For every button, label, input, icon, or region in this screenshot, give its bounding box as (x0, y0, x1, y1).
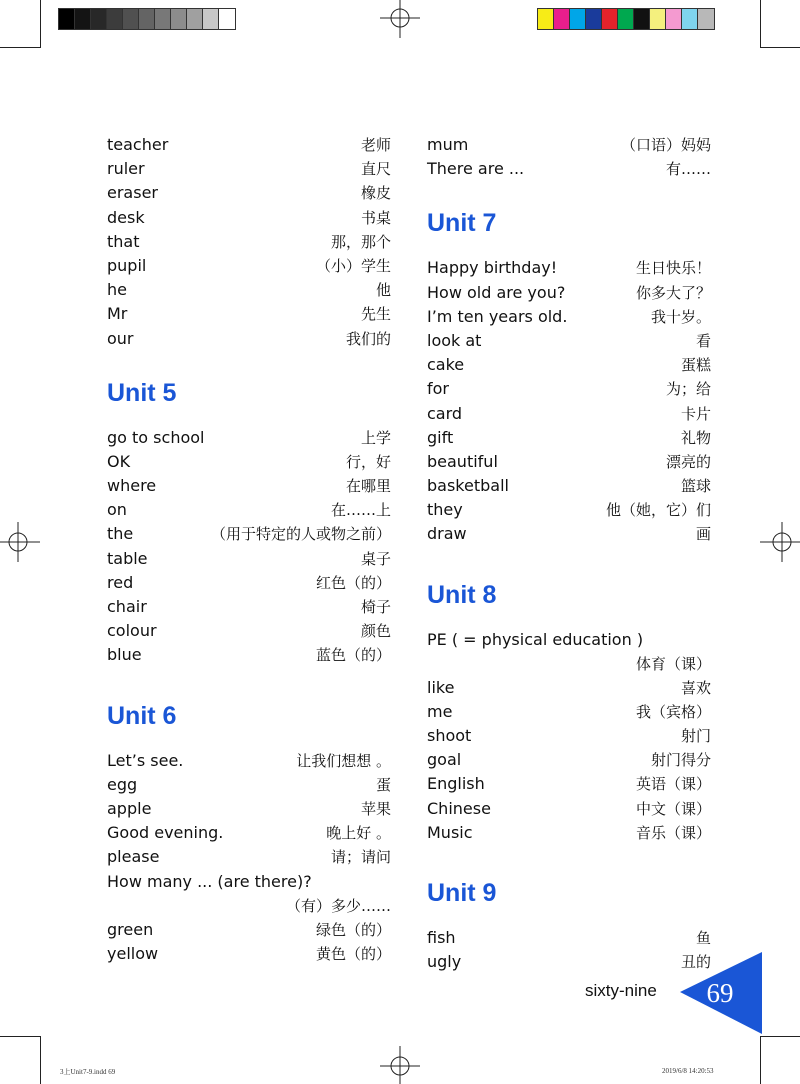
vocab-word: fish (427, 927, 456, 947)
vocab-entry (427, 522, 711, 546)
vocab-gloss: 漂亮的 (665, 452, 711, 471)
vocab-entry (427, 329, 711, 353)
vocab-entry (427, 281, 711, 305)
vocab-entry (107, 426, 391, 450)
vocab-word: the (107, 524, 134, 544)
vocab-gloss: 他（她，它）们 (605, 501, 711, 520)
color-swatch (650, 9, 666, 29)
vocabulary-column-right (427, 133, 711, 974)
vocab-entry (427, 377, 711, 401)
vocab-word: draw (427, 524, 467, 544)
vocab-word: where (107, 476, 157, 496)
crop-mark (40, 0, 41, 48)
vocab-list (107, 426, 391, 668)
vocab-word: look at (427, 330, 482, 350)
vocab-gloss: 篮球 (680, 477, 711, 496)
vocab-entry (107, 474, 391, 498)
vocab-list (427, 926, 711, 974)
date-slug: 2019/6/8 14:20:53 (662, 1067, 714, 1075)
vocab-word: ruler (107, 159, 145, 179)
vocab-entry (107, 498, 391, 522)
vocab-gloss: （口语）妈妈 (620, 136, 711, 154)
vocab-gloss: 书桌 (360, 208, 391, 227)
vocab-entry (107, 230, 391, 254)
file-slug: 3上Unit7-9.indd 69 (60, 1068, 116, 1076)
vocab-word: gift (427, 427, 454, 447)
vocab-word: How old are you? (427, 282, 566, 302)
vocab-word: green (107, 919, 154, 939)
vocab-entry (107, 302, 391, 326)
vocab-gloss: 让我们想想 。 (296, 751, 391, 770)
vocab-word: PE ( = physical education ) (427, 629, 644, 649)
vocab-word: apple (107, 798, 152, 818)
vocab-word: Good evening. (107, 823, 224, 843)
vocab-gloss: （用于特定的人或物之前） (210, 525, 391, 544)
vocab-gloss: 生日快乐！ (635, 259, 711, 278)
vocab-entry (107, 206, 391, 230)
vocab-gloss: 我们的 (345, 329, 391, 348)
vocab-gloss: 画 (695, 525, 711, 544)
vocab-entry (427, 700, 711, 724)
vocab-word: shoot (427, 726, 472, 745)
vocab-gloss: 老师 (360, 136, 391, 154)
vocab-word: yellow (107, 943, 159, 963)
vocab-gloss: 颜色 (360, 622, 391, 641)
vocab-word: Music (427, 822, 473, 842)
vocab-gloss: 蛋 (375, 775, 391, 794)
vocab-gloss: 行，好 (345, 452, 391, 471)
vocab-word: Happy birthday! (427, 258, 558, 278)
vocab-word: they (427, 500, 463, 520)
unit-heading: Unit 6 (107, 701, 177, 730)
vocab-word: blue (107, 645, 142, 665)
registration-mark-icon (380, 1044, 420, 1084)
unit-heading: Unit 7 (427, 209, 497, 238)
vocab-entry (107, 522, 391, 546)
vocab-gloss: （有）多少…… (285, 896, 391, 915)
vocab-gloss: 为；给 (665, 380, 711, 399)
page-number: 69 (706, 978, 734, 1008)
vocab-list (107, 133, 391, 351)
crop-mark (760, 1036, 761, 1084)
vocab-word: teacher (107, 135, 169, 154)
vocab-entry (427, 821, 711, 845)
color-swatch (107, 9, 123, 29)
vocab-entry (427, 676, 711, 700)
vocab-entry (107, 450, 391, 474)
vocab-entry (107, 547, 391, 571)
color-swatch (59, 9, 75, 29)
vocab-word: Mr (107, 304, 128, 324)
vocab-word: card (427, 403, 463, 423)
vocab-word: English (427, 774, 485, 794)
vocab-gloss: 礼物 (680, 428, 711, 447)
vocab-gloss: 有…… (665, 160, 711, 179)
unit-heading: Unit 5 (107, 378, 177, 407)
vocab-entry (427, 772, 711, 796)
vocab-entry (427, 426, 711, 450)
vocab-entry (107, 157, 391, 181)
crop-mark (760, 1036, 800, 1037)
color-swatch (219, 9, 235, 29)
vocab-word: chair (107, 597, 147, 616)
vocab-gloss: 桌子 (360, 549, 391, 568)
vocab-gloss: 先生 (360, 305, 391, 324)
unit-heading: Unit 9 (427, 878, 497, 907)
vocab-word: mum (427, 135, 469, 154)
vocab-gloss: 丑的 (680, 953, 711, 972)
vocab-entry (427, 450, 711, 474)
vocab-gloss: 音乐（课） (635, 823, 711, 842)
color-swatch (666, 9, 682, 29)
vocab-gloss: 射门得分 (650, 751, 711, 770)
color-swatch (139, 9, 155, 29)
vocab-gloss: 中文（课） (635, 799, 711, 818)
vocab-entry (427, 797, 711, 821)
vocab-word: like (427, 677, 455, 697)
vocab-gloss: 直尺 (360, 160, 391, 179)
vocab-gloss: 黄色（的） (315, 944, 391, 963)
vocab-gloss: 卡片 (680, 404, 711, 423)
registration-mark-icon (0, 522, 40, 562)
color-swatch (91, 9, 107, 29)
vocab-gloss: 那，那个 (330, 232, 391, 251)
vocab-entry (427, 628, 711, 676)
vocab-entry (107, 845, 391, 869)
color-swatch (155, 9, 171, 29)
color-swatch (586, 9, 602, 29)
vocab-entry (107, 133, 391, 157)
color-swatch (570, 9, 586, 29)
color-swatch (187, 9, 203, 29)
vocab-word: beautiful (427, 451, 498, 471)
vocab-gloss: 射门 (680, 727, 711, 745)
vocab-gloss: 在哪里 (345, 477, 391, 496)
vocab-entry (427, 724, 711, 748)
color-swatch (602, 9, 618, 29)
vocab-gloss: 看 (695, 331, 711, 350)
vocab-list (427, 628, 711, 845)
vocab-entry (107, 278, 391, 302)
vocab-word: Let’s see. (107, 750, 184, 770)
vocab-entry (427, 402, 711, 426)
registration-mark-icon (760, 522, 800, 562)
vocab-gloss: 喜欢 (680, 678, 711, 697)
vocab-word: me (427, 701, 453, 721)
vocab-entry (107, 773, 391, 797)
vocab-word: on (107, 500, 127, 520)
vocab-word: colour (107, 621, 157, 641)
vocab-word: cake (427, 355, 465, 375)
vocab-gloss: 体育（课） (635, 654, 711, 673)
color-swatch (538, 9, 554, 29)
color-swatch (682, 9, 698, 29)
vocab-entry (107, 254, 391, 278)
vocab-word: I’m ten years old. (427, 306, 568, 326)
color-swatch (698, 9, 714, 29)
vocab-gloss: 英语（课） (635, 775, 711, 794)
vocab-list (107, 749, 391, 966)
crop-mark (0, 1036, 40, 1037)
vocab-gloss: 我十岁。 (650, 307, 711, 326)
vocab-word: go to school (107, 427, 205, 447)
grayscale-color-bar (58, 8, 236, 30)
vocab-gloss: 在……上 (330, 501, 391, 520)
page-number-word: sixty-nine (585, 981, 657, 1000)
vocab-gloss: 绿色（的） (315, 920, 391, 939)
vocab-entry (107, 749, 391, 773)
vocab-word: pupil (107, 255, 147, 275)
color-swatch (203, 9, 219, 29)
vocab-entry (107, 619, 391, 643)
vocab-entry (107, 327, 391, 351)
vocab-entry (427, 926, 711, 950)
vocab-word: ugly (427, 952, 462, 972)
vocab-gloss: 请；请问 (330, 848, 391, 867)
vocab-entry (107, 942, 391, 966)
crop-mark (0, 47, 40, 48)
vocab-gloss: 上学 (360, 428, 391, 447)
cmyk-color-bar (537, 8, 715, 30)
vocab-gloss: 蛋糕 (680, 356, 711, 375)
unit-heading: Unit 8 (427, 580, 497, 609)
color-swatch (634, 9, 650, 29)
vocab-entry (427, 950, 711, 974)
vocab-entry (427, 353, 711, 377)
vocab-word: egg (107, 774, 138, 794)
vocab-entry (107, 797, 391, 821)
vocab-entry (107, 595, 391, 619)
vocab-gloss: 我（宾格） (635, 702, 711, 721)
vocab-gloss: 鱼 (695, 928, 711, 947)
vocab-entry (107, 870, 391, 918)
vocab-word: There are ... (427, 159, 525, 179)
vocab-entry (107, 643, 391, 667)
vocab-word: please (107, 847, 160, 867)
vocabulary-column-left (107, 133, 391, 966)
vocab-entry (427, 256, 711, 280)
vocab-word: desk (107, 207, 145, 227)
vocab-entry (427, 474, 711, 498)
vocab-entry (427, 498, 711, 522)
vocab-word: goal (427, 750, 462, 770)
vocab-word: red (107, 572, 134, 592)
vocab-word: he (107, 280, 127, 300)
vocab-gloss: 他 (375, 281, 391, 300)
vocab-word: How many ... (are there)? (107, 871, 312, 891)
vocab-gloss: 晚上好 。 (326, 824, 391, 843)
vocab-entry (107, 181, 391, 205)
vocab-word: for (427, 379, 449, 399)
vocab-entry (107, 821, 391, 845)
vocab-list (427, 256, 711, 546)
vocab-entry (107, 571, 391, 595)
vocab-gloss: 红色（的） (315, 573, 391, 592)
vocab-entry (427, 305, 711, 329)
crop-mark (760, 47, 800, 48)
vocab-gloss: 蓝色（的） (315, 646, 391, 665)
color-swatch (171, 9, 187, 29)
crop-mark (760, 0, 761, 48)
vocab-gloss: 椅子 (360, 598, 391, 616)
vocab-word: table (107, 548, 148, 568)
vocab-word: that (107, 231, 140, 251)
vocab-word: eraser (107, 183, 158, 203)
vocab-word: OK (107, 451, 131, 471)
vocab-entry (427, 133, 711, 157)
vocab-gloss: 你多大了？ (635, 283, 711, 302)
vocab-gloss: 橡皮 (360, 184, 391, 203)
vocab-gloss: 苹果 (360, 799, 391, 818)
crop-mark (40, 1036, 41, 1084)
vocab-entry (427, 748, 711, 772)
vocab-word: Chinese (427, 798, 491, 818)
color-swatch (618, 9, 634, 29)
vocab-word: basketball (427, 476, 509, 496)
vocab-word: our (107, 328, 134, 348)
vocab-entry (427, 157, 711, 181)
color-swatch (123, 9, 139, 29)
color-swatch (554, 9, 570, 29)
vocab-list (427, 133, 711, 181)
vocab-gloss: （小）学生 (315, 256, 391, 275)
vocab-entry (107, 918, 391, 942)
color-swatch (75, 9, 91, 29)
registration-mark-icon (380, 0, 420, 40)
